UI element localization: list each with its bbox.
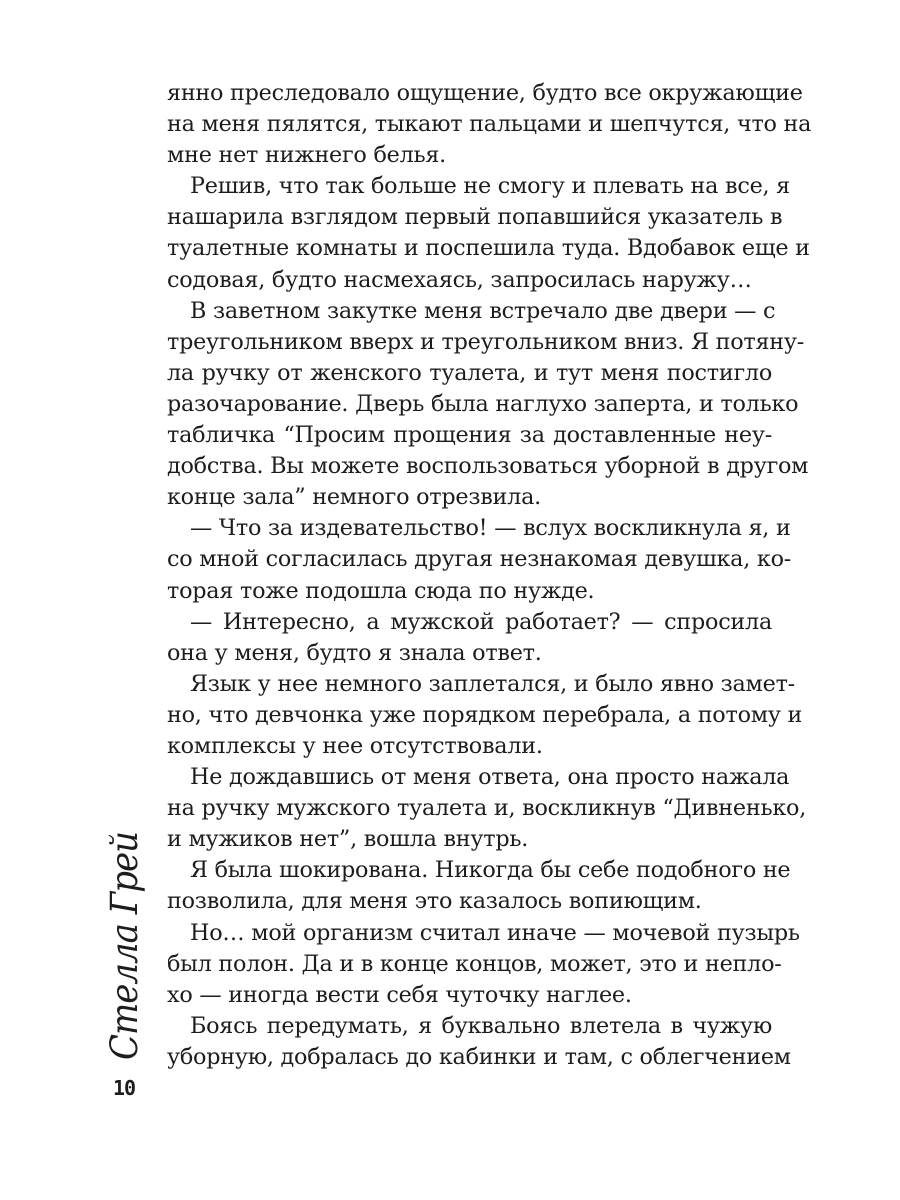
text-line: туалетные комнаты и поспешила туда. Вдобавок еще и — [167, 235, 810, 262]
text-line: мне нет нижнего белья. — [167, 142, 447, 169]
text-line: янно преследовало ощущение, будто все окружающие — [167, 80, 803, 106]
text-line: торая тоже подошла сюда по нужде. — [167, 577, 595, 604]
text-line: комплексы у нее отсутствовали. — [167, 732, 543, 759]
body-text — [167, 78, 812, 1073]
text-line: Решив, что так больше не смогу и плевать на все, я — [190, 173, 791, 200]
page-number: 10 — [113, 1076, 136, 1100]
text-line: треугольником вверх и треугольником вниз. Я потяну- — [167, 328, 805, 355]
text-line: содовая, будто насмехаясь, запросилась наружу… — [167, 266, 752, 293]
text-line: Язык у нее немного заплетался, и было явно замет- — [190, 670, 795, 697]
text-line: Но… мой организм считал иначе — мочевой пузырь — [190, 919, 800, 946]
text-line: — Что за издевательство! — вслух воскликнула я, и — [190, 515, 791, 542]
text-line: Я была шокирована. Никогда бы себе подобного не — [190, 857, 791, 884]
text-line: позволила, для меня это казалось вопиющим. — [167, 888, 702, 915]
text-line: Не дождавшись от меня ответа, она просто нажала — [190, 764, 790, 791]
running-head-author — [103, 831, 325, 1060]
text-line: и мужиков нет”, вошла внутрь. — [167, 826, 529, 853]
text-line: она у меня, будто я знала ответ. — [167, 639, 542, 666]
text-line: табличка “Просим прощения за доставленные неу- — [167, 422, 772, 449]
text-line: нашарила взглядом первый попавшийся указатель в — [167, 204, 783, 231]
text-line: В заветном закутке меня встречало две двери — с — [190, 297, 776, 324]
text-line: конце зала” немного отрезвила. — [167, 484, 541, 511]
text-line: на меня пялятся, тыкают пальцами и шепчутся, что на — [167, 111, 812, 138]
text-line: ла ручку от женского туалета, и тут меня постигло — [167, 359, 772, 386]
running-head-text: Стелла Грей — [103, 831, 147, 1060]
text-line: Боясь передумать, я буквально влетела в чужую — [190, 1012, 772, 1039]
text-line: — Интересно, а мужской работает? — спросила — [190, 608, 772, 635]
text-line: добства. Вы можете воспользоваться уборной в другом — [167, 453, 809, 480]
text-line: со мной согласилась другая незнакомая девушка, ко- — [167, 546, 792, 573]
text-line: но, что девчонка уже порядком перебрала, а потому и — [167, 701, 803, 728]
text-line: на ручку мужского туалета и, воскликнув “Дивненько, — [167, 795, 807, 822]
text-line: был полон. Да и в конце концов, может, это и непло- — [167, 950, 782, 977]
text-line: хо — иногда вести себя чуточку наглее. — [167, 981, 632, 1008]
text-line: уборную, добралась до кабинки и там, с облегчением — [167, 1043, 791, 1070]
text-line: разочарование. Дверь была наглухо заперта, и только — [167, 390, 799, 417]
